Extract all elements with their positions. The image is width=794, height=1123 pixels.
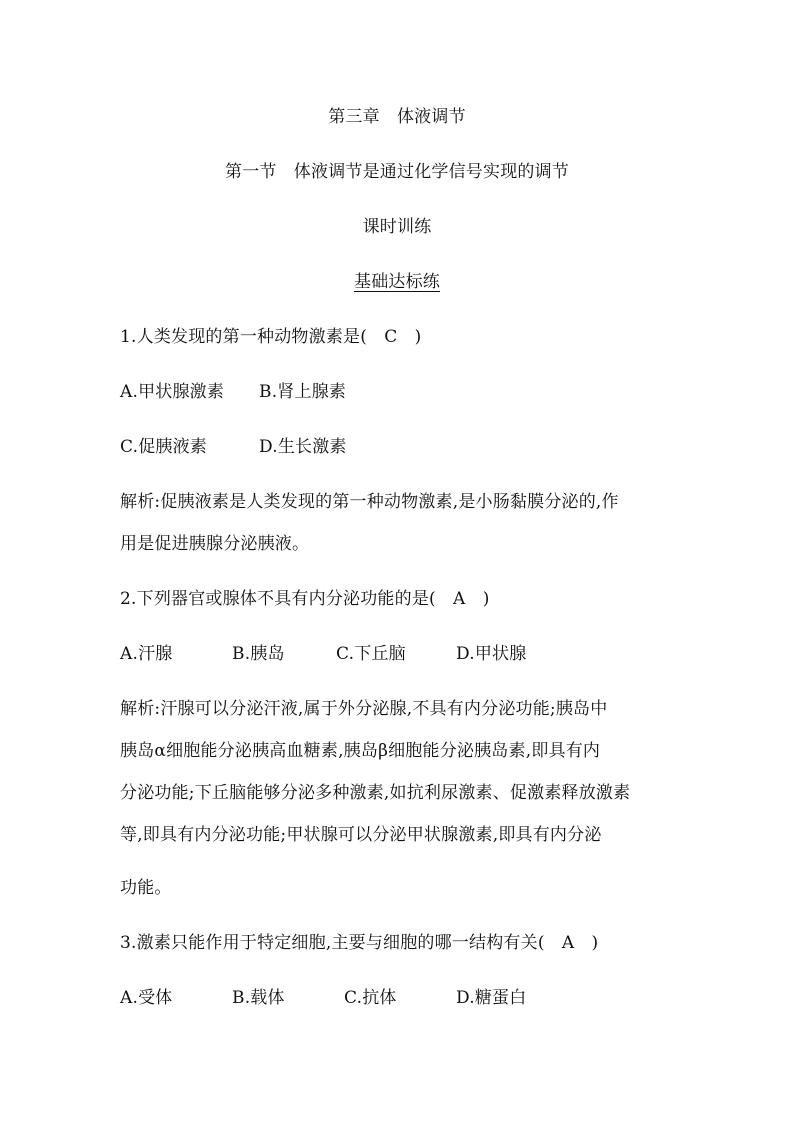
question-1-option-a: A.甲状腺激素 (120, 382, 225, 402)
question-2-option-d: D.甲状腺 (456, 644, 527, 664)
exercise-type: 课时训练 (362, 217, 432, 237)
question-2-analysis-line-1: 解析:汗腺可以分泌汗液,属于外分泌腺,不具有内分泌功能;胰岛中 (120, 699, 608, 719)
question-3-stem: 3.激素只能作用于特定细胞,主要与细胞的哪一结构有关( A ) (120, 933, 599, 953)
question-3-option-a: A.受体 (120, 988, 173, 1008)
question-2-options-row (120, 643, 526, 665)
question-2-option-a: A.汗腺 (120, 644, 173, 664)
question-1-option-d: D.生长激素 (259, 437, 347, 457)
question-1-option-b: B.肾上腺素 (259, 382, 347, 402)
question-3-option-d: D.糖蛋白 (456, 988, 527, 1008)
question-2-option-b: B.胰岛 (232, 644, 285, 664)
question-1-option-c: C.促胰液素 (120, 437, 208, 457)
question-2-option-c: C.下丘脑 (336, 644, 406, 664)
question-2-stem: 2.下列器官或腺体不具有内分泌功能的是( A ) (120, 589, 490, 609)
question-1-analysis-line-2: 用是促进胰腺分泌胰液。 (120, 534, 310, 554)
chapter-title: 第三章 体液调节 (328, 107, 466, 127)
question-1-options-row-2 (120, 436, 347, 458)
question-1-stem: 1.人类发现的第一种动物激素是( C ) (120, 327, 422, 347)
section-title: 第一节 体液调节是通过化学信号实现的调节 (225, 162, 569, 182)
question-2-analysis-line-4: 等,即具有内分泌功能;甲状腺可以分泌甲状腺激素,即具有内分泌 (120, 825, 602, 845)
level-heading-wrap (0, 271, 794, 293)
level-heading: 基础达标练 (354, 272, 440, 292)
question-2-analysis-line-3: 分泌功能;下丘脑能够分泌多种激素,如抗利尿激素、促激素释放激素 (120, 783, 631, 803)
question-3-option-b: B.载体 (232, 988, 285, 1008)
question-3-option-c: C.抗体 (344, 988, 397, 1008)
question-2-analysis-line-2: 胰岛α细胞能分泌胰高血糖素,胰岛β细胞能分泌胰岛素,即具有内 (120, 741, 601, 761)
question-1-analysis-line-1: 解析:促胰液素是人类发现的第一种动物激素,是小肠黏膜分泌的,作 (120, 492, 619, 512)
question-3-options-row (120, 987, 526, 1009)
question-2-analysis-line-5: 功能。 (120, 878, 172, 898)
question-1-options-row-1 (120, 381, 346, 403)
